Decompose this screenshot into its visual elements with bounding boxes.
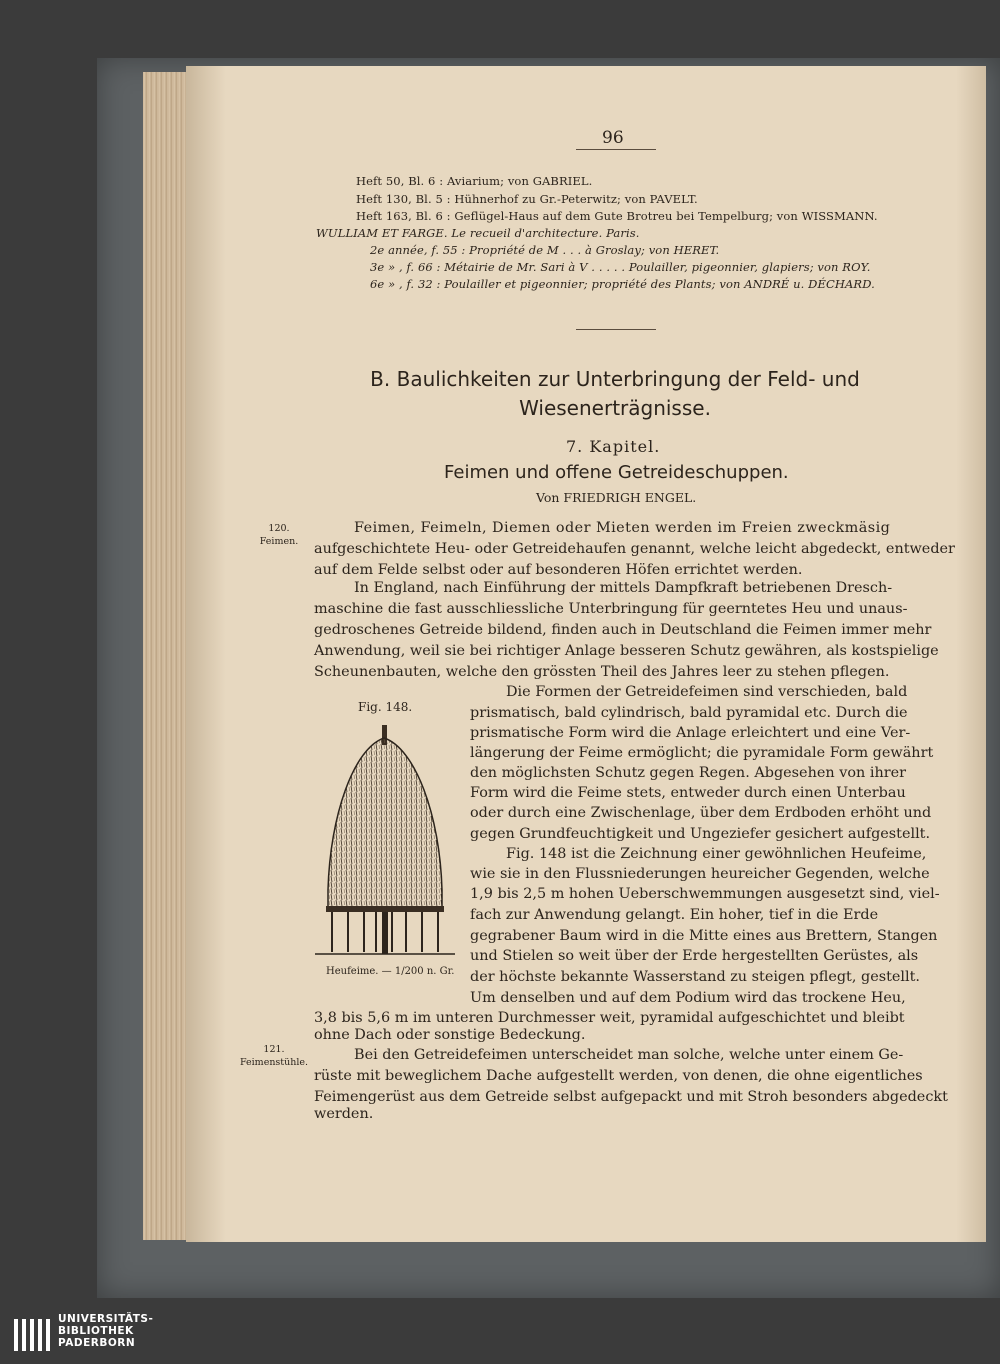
- body-line: 1,9 bis 2,5 m hohen Ueberschwemmungen ausgesetzt sind, viel-: [470, 886, 940, 902]
- body-line: werden.: [314, 1106, 374, 1122]
- chapter-author: Von FRIEDRIGH ENGEL.: [536, 490, 697, 505]
- body-line: prismatisch, bald cylindrisch, bald pyramidal etc. Durch die: [470, 705, 908, 721]
- body-line: gedroschenes Getreide bildend, finden auch in Deutschland die Feimen immer mehr: [314, 622, 932, 638]
- body-line: aufgeschichtete Heu- oder Getreidehaufen genannt, welche leicht abgedeckt, entweder: [314, 541, 955, 557]
- body-line: 3,8 bis 5,6 m im unteren Durchmesser weit, pyramidal aufgeschichtet und bleibt: [314, 1010, 905, 1026]
- body-line: der höchste bekannte Wasserstand zu steigen pflegt, gestellt.: [470, 969, 920, 985]
- haystack-icon: [328, 738, 442, 910]
- reference-line: Heft 130, Bl. 5 : Hühnerhof zu Gr.-Peterwitz; von PAVELT.: [356, 192, 698, 206]
- center-pole-icon: [382, 912, 388, 954]
- body-line: Anwendung, weil sie bei richtiger Anlage besseren Schutz gewähren, als kostspielige: [314, 643, 939, 659]
- section-rule: [576, 329, 656, 330]
- body-line: Feimen, Feimeln, Diemen oder Mieten werden im Freien zweckmäsig: [354, 520, 891, 536]
- reference-line: WULLIAM ET FARGE. Le recueil d'architecture. Paris.: [316, 226, 640, 240]
- body-line: Um denselben und auf dem Podium wird das trockene Heu,: [470, 990, 906, 1006]
- haystack-figure: [310, 720, 460, 965]
- reference-line: 3e » , f. 66 : Métairie de Mr. Sari à V . . . . . Poulailler, pigeonnier, glapiers; von ROY.: [370, 260, 871, 274]
- body-line: Feimengerüst aus dem Getreide selbst aufgepackt und mit Stroh besonders abgedeckt: [314, 1089, 948, 1105]
- section-title: [310, 365, 920, 423]
- body-line: Form wird die Feime stets, entweder durch einen Unterbau: [470, 785, 906, 801]
- body-line: gegen Grundfeuchtigkeit und Ungeziefer gesichert aufgestellt.: [470, 826, 931, 842]
- logo-line: UNIVERSITÄTS-: [58, 1313, 154, 1325]
- body-line: den möglichsten Schutz gegen Regen. Abgesehen von ihrer: [470, 765, 906, 781]
- library-logo-icon: [12, 1315, 52, 1355]
- library-logo-text: [58, 1313, 153, 1349]
- body-line: längerung der Feime ermöglicht; die pyramidale Form gewährt: [470, 745, 934, 761]
- logo-line: PADERBORN: [58, 1337, 136, 1349]
- page-number: 96: [602, 128, 624, 148]
- page-edges: [143, 72, 188, 1240]
- figure-label: Fig. 148.: [358, 700, 413, 714]
- body-line: auf dem Felde selbst oder auf besonderen Höfen errichtet werden.: [314, 562, 803, 578]
- reference-line: 2e année, f. 55 : Propriété de M . . . à Groslay; von HERET.: [370, 243, 720, 257]
- body-line: prismatische Form wird die Anlage erleichtert und eine Ver-: [470, 725, 911, 741]
- figure-caption: Heufeime. — 1/200 n. Gr.: [326, 966, 455, 977]
- body-line: und Stielen so weit über der Erde hergestellten Gerüstes, als: [470, 948, 919, 964]
- body-line: gegrabener Baum wird in die Mitte eines aus Brettern, Stangen: [470, 928, 938, 944]
- reference-line: 6e » , f. 32 : Poulailler et pigeonnier; propriété des Plants; von ANDRÉ u. DÉCHARD.: [370, 277, 875, 291]
- header-rule: [576, 149, 656, 150]
- section-title-line: Wiesenerträgnisse.: [519, 396, 711, 420]
- body-line: fach zur Anwendung gelangt. Ein hoher, tief in die Erde: [470, 907, 879, 923]
- chapter-title: Feimen und offene Getreideschuppen.: [444, 462, 789, 483]
- margin-note: [234, 1043, 314, 1069]
- margin-note-label: Feimenstühle.: [239, 1057, 309, 1068]
- body-line: Bei den Getreidefeimen unterscheidet man solche, welche unter einem Ge-: [354, 1047, 904, 1063]
- body-line: wie sie in den Flussniederungen heureicher Gegenden, welche: [470, 866, 930, 882]
- margin-note: [244, 522, 314, 548]
- body-line: Fig. 148 ist die Zeichnung einer gewöhnlichen Heufeime,: [506, 846, 927, 862]
- body-line: Scheunenbauten, welche den grössten Theil des Jahres leer zu stehen pflegen.: [314, 664, 890, 680]
- chapter-heading: 7. Kapitel.: [566, 437, 661, 456]
- platform-icon: [326, 906, 444, 912]
- margin-note-number: 120.: [268, 523, 290, 534]
- margin-note-label: Feimen.: [259, 536, 299, 547]
- reference-line: Heft 163, Bl. 6 : Geflügel-Haus auf dem Gute Brotreu bei Tempelburg; von WISSMANN.: [356, 209, 878, 223]
- body-line: Die Formen der Getreidefeimen sind verschieden, bald: [506, 684, 908, 700]
- logo-line: BIBLIOTHEK: [58, 1325, 134, 1337]
- section-title-line: B. Baulichkeiten zur Unterbringung der Feld- und: [370, 367, 860, 391]
- body-line: ohne Dach oder sonstige Bedeckung.: [314, 1027, 586, 1043]
- margin-note-number: 121.: [263, 1044, 285, 1055]
- body-line: In England, nach Einführung der mittels Dampfkraft betriebenen Dresch-: [354, 580, 893, 596]
- body-line: rüste mit beweglichem Dache aufgestellt werden, von denen, die ohne eigentliches: [314, 1068, 923, 1084]
- reference-line: Heft 50, Bl. 6 : Aviarium; von GABRIEL.: [356, 174, 593, 188]
- body-line: maschine die fast ausschliessliche Unterbringung für geerntetes Heu und unaus-: [314, 601, 908, 617]
- body-line: oder durch eine Zwischenlage, über dem Erdboden erhöht und: [470, 805, 932, 821]
